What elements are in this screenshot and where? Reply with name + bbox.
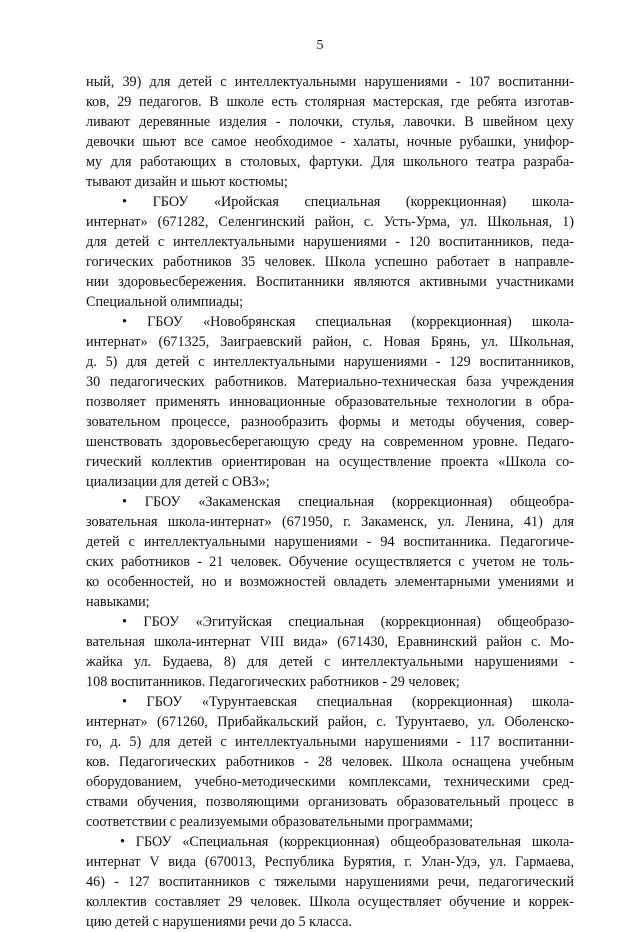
list-item-bullet-line: • ГБОУ «Турунтаевская специальная (коррекционная) школа- xyxy=(122,694,574,710)
text-line: оборудованием, учебно-методическими комплексами, техническими сред- xyxy=(86,774,574,790)
text-line: зовательном процессе, разнообразить формы и методы обучения, совер- xyxy=(86,414,574,430)
text-line: девочки шьют все самое необходимое - халаты, ночные рубашки, унифор- xyxy=(86,134,574,150)
text-line: 46) - 127 воспитанников с тяжелыми нарушениями речи, педагогический xyxy=(86,874,574,890)
body-text xyxy=(86,72,574,932)
list-item-bullet-line: • ГБОУ «Новобрянская специальная (коррекционная) школа- xyxy=(122,314,574,330)
text-line: навыками; xyxy=(86,594,150,610)
text-line: цию детей с нарушениями речи до 5 класса. xyxy=(86,914,352,930)
text-line: гогических работников 35 человек. Школа успешно работает в направле- xyxy=(86,254,574,270)
page-number: 5 xyxy=(316,38,324,53)
text-line: 108 воспитанников. Педагогических работников - 29 человек; xyxy=(86,674,460,690)
text-line: коллектив составляет 29 человек. Школа осуществляет обучение и коррек- xyxy=(86,894,574,910)
text-line: жайка ул. Будаева, 8) для детей с интеллектуальными нарушениями - xyxy=(86,654,574,670)
text-line: д. 5) для детей с интеллектуальными нарушениями - 129 воспитанников, xyxy=(86,354,574,370)
text-line: ских работников - 21 человек. Обучение осуществляется с учетом не толь- xyxy=(86,554,574,570)
text-line: Специальной олимпиады; xyxy=(86,294,244,310)
text-line: ливают деревянные изделия - полочки, стулья, лавочки. В швейном цеху xyxy=(86,114,574,130)
text-line: детей с интеллектуальными нарушениями - 94 воспитанника. Педагогиче- xyxy=(86,534,574,550)
text-line: му для работающих в столовых, фартуки. Для школьного театра разраба- xyxy=(86,154,574,170)
text-line: интернат» (671325, Заиграевский район, с. Новая Брянь, ул. Школьная, xyxy=(86,334,574,350)
text-line: ный, 39) для детей с интеллектуальными нарушениями - 107 воспитанни- xyxy=(86,74,574,90)
list-item-bullet-line: • ГБОУ «Закаменская специальная (коррекционная) общеобра- xyxy=(122,494,574,510)
list-item-bullet-line: • ГБОУ «Специальная (коррекционная) общеобразовательная школа- xyxy=(120,834,574,850)
text-line: ствами обучения, позволяющими организовать образовательный процесс в xyxy=(86,794,574,810)
text-line: шенствовать здоровьесберегающую среду на современном уровне. Педаго- xyxy=(86,434,574,450)
text-line: позволяет применять инновационные образовательные технологии в обра- xyxy=(86,394,574,410)
text-line: зовательная школа-интернат» (671950, г. Закаменск, ул. Ленина, 41) для xyxy=(86,514,574,530)
text-line: интернат» (671282, Селенгинский район, с. Усть-Урма, ул. Школьная, 1) xyxy=(86,214,574,230)
text-line: интернат» (671260, Прибайкальский район, с. Турунтаево, ул. Оболенско- xyxy=(86,714,574,730)
list-item-bullet-line: • ГБОУ «Эгитуйская специальная (коррекционная) общеобразо- xyxy=(122,614,574,630)
text-line: гический коллектив ориентирован на осуществление проекта «Школа со- xyxy=(86,454,574,470)
text-line: 30 педагогических работников. Материально-техническая база учреждения xyxy=(86,374,574,390)
list-item-bullet-line: • ГБОУ «Иройская специальная (коррекционная) школа- xyxy=(122,194,574,210)
text-line: ков. Педагогических работников - 28 человек. Школа оснащена учебным xyxy=(86,754,574,770)
text-line: нии здоровьесбережения. Воспитанники являются активными участниками xyxy=(86,274,574,290)
text-line: ков, 29 педагогов. В школе есть столярная мастерская, где ребята изготав- xyxy=(86,94,574,110)
text-line: тывают дизайн и шьют костюмы; xyxy=(86,174,288,190)
text-line: циализации для детей с ОВЗ»; xyxy=(86,474,270,490)
text-line: го, д. 5) для детей с интеллектуальными нарушениями - 117 воспитанни- xyxy=(86,734,574,750)
text-line: соответствии с реализуемыми образовательными программами; xyxy=(86,814,474,830)
text-line: ко особенностей, но и возможностей овладеть элементарными умениями и xyxy=(86,574,574,590)
text-line: интернат V вида (670013, Республика Бурятия, г. Улан-Удэ, ул. Гармаева, xyxy=(86,854,574,870)
text-line: для детей с интеллектуальными нарушениями - 120 воспитанников, педа- xyxy=(86,234,574,250)
text-line: вательная школа-интернат VIII вида» (671430, Еравнинский район с. Мо- xyxy=(86,634,574,650)
